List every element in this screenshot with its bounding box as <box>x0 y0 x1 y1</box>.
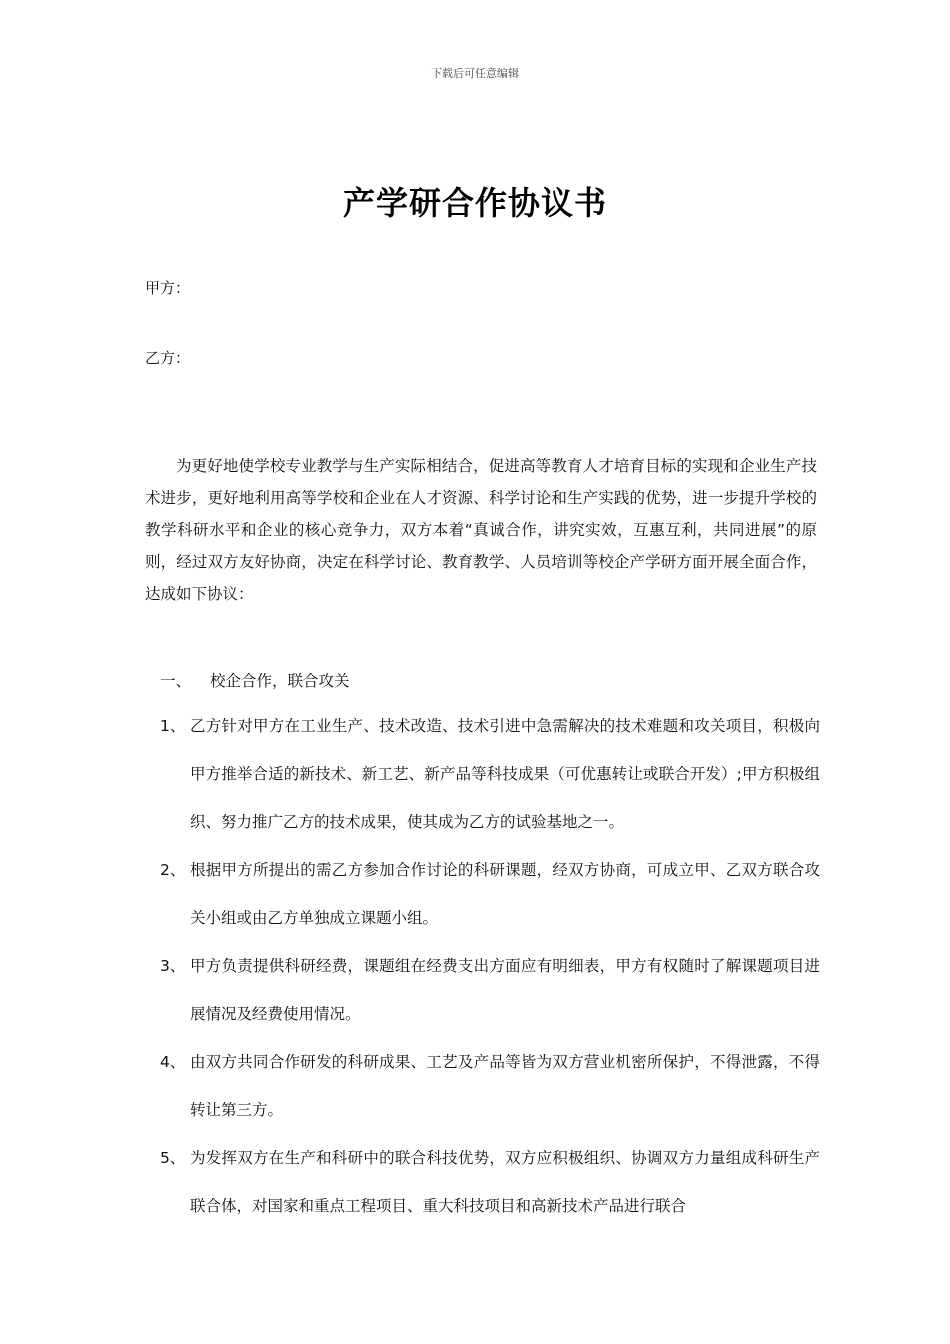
list-item-text: 甲方负责提供科研经费，课题组在经费支出方面应有明细表，甲方有权随时了解课题项目进展情况及经费使用情况。 <box>190 957 820 1023</box>
section-title: 校企合作，联合攻关 <box>210 672 350 690</box>
list-item <box>160 1038 820 1134</box>
list-item-number: 1、 <box>160 717 186 735</box>
list-item-text: 为发挥双方在生产和科研中的联合科技优势，双方应积极组织、协调双方力量组成科研生产联合体，对国家和重点工程项目、重大科技项目和高新技术产品进行联合 <box>190 1149 820 1215</box>
document-title: 产学研合作协议书 <box>342 184 607 222</box>
list-item <box>160 1134 820 1230</box>
section-heading <box>160 669 350 693</box>
party-b-label: 乙方： <box>145 349 191 367</box>
intro-paragraph: 为更好地使学校专业教学与生产实际相结合，促进高等教育人才培育目标的实现和企业生产技术进步，更好地利用高等学校和企业在人才资源、科学讨论和生产实践的优势，进一步提升学校的教学科研水平和企业的核心竞争力，双方本着“真诚合作，讲究实效，互惠互利，共同进展”的原则，经过双方友好协商，决定在科学讨论、教育教学、人员培训等校企产学研方面开展全面合作，达成如下协议： <box>145 457 817 603</box>
list-item <box>160 942 820 1038</box>
party-a-label: 甲方： <box>145 279 191 297</box>
list-item-text: 乙方针对甲方在工业生产、技术改造、技术引进中急需解决的技术难题和攻关项目，积极向甲方推举合适的新技术、新工艺、新产品等科技成果（可优惠转让或联合开发）;甲方积极组织、努力推广乙方的技术成果，使其成为乙方的试验基地之一。 <box>190 717 820 831</box>
list-item-number: 3、 <box>160 957 186 975</box>
list-item-number: 4、 <box>160 1053 186 1071</box>
list-item-text: 由双方共同合作研发的科研成果、工艺及产品等皆为双方营业机密所保护，不得泄露，不得转让第三方。 <box>190 1053 820 1119</box>
list-item <box>160 846 820 942</box>
list-item-text: 根据甲方所提出的需乙方参加合作讨论的科研课题，经双方协商，可成立甲、乙双方联合攻关小组或由乙方单独成立课题小组。 <box>190 861 820 927</box>
list-item-number: 2、 <box>160 861 186 879</box>
list-item <box>160 702 820 846</box>
section-number: 一、 <box>160 672 192 690</box>
page-header-note: 下载后可任意编辑 <box>431 67 519 80</box>
list-item-number: 5、 <box>160 1149 186 1167</box>
